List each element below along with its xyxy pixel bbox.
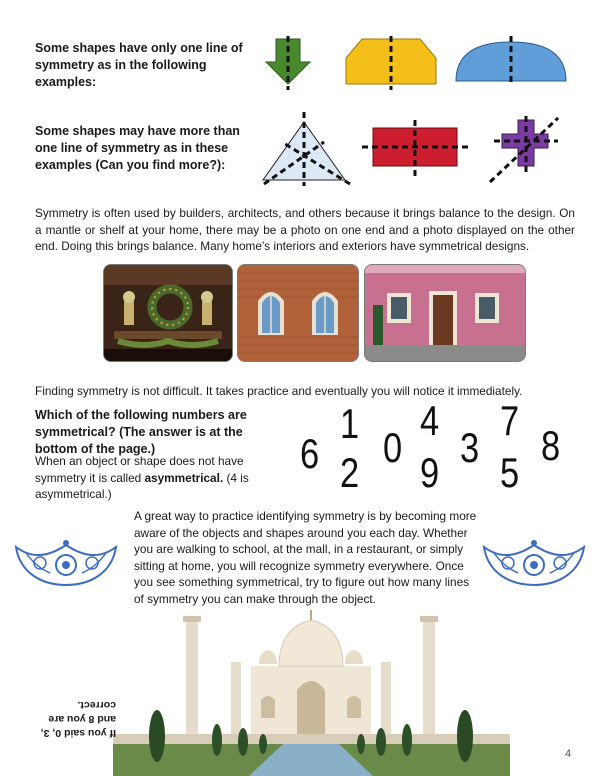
mantle-photo: [103, 264, 233, 362]
builders-paragraph: Symmetry is often used by builders, architects, and others because it brings balance to the design. On a mantle or shelf at your home, there may be a photo on one end and a photo displayed on the other end. Doing this brings balance. Many home’s interiors and exteriors have symmetrical designs.: [35, 206, 575, 253]
multi-line-shapes: [262, 112, 576, 190]
answer-upside-down: If you said 0, 3, and 8 you are correct.: [40, 699, 116, 739]
one-line-symmetry-text: Some shapes have only one line of symmetry as in the following examples:: [35, 41, 243, 89]
digit-9: 9: [420, 449, 440, 496]
brick-windows-photo: [237, 264, 359, 362]
digit-2: 2: [340, 449, 360, 496]
multi-line-symmetry-text: Some shapes may have more than one line of symmetry as in these examples (Can you find more?):: [35, 124, 240, 172]
digit-5: 5: [500, 449, 520, 496]
digit-1: 1: [340, 400, 360, 447]
practice-tip-paragraph: A great way to practice identifying symmetry is by becoming more aware of the objects and shapes around you each day. Whether you are walking to school, at the mall, in a restaurant, or simply sitting at home, you will recognize symmetry everywhere. Once you see something symmetrical, try to figure out how many lines of symmetry you can make through the object.: [134, 509, 477, 606]
practice-paragraph: Finding symmetry is not difficult. It takes practice and eventually you will notice it immediately.: [35, 384, 523, 398]
right-ornament: [480, 537, 588, 587]
triangle-shape: [263, 122, 345, 180]
digit-4: 4: [420, 397, 440, 444]
asymmetrical-note: When an object or shape does not have symmetry it is called asymmetrical. (4 is asymmetrical.): [35, 454, 249, 501]
taj-mahal-photo: [113, 606, 510, 776]
page-number: 4: [565, 748, 572, 760]
digit-7: 7: [500, 397, 520, 444]
pink-house-photo: [364, 264, 526, 362]
asymmetrical-term: asymmetrical.: [144, 470, 224, 485]
digit-0: 0: [383, 424, 403, 471]
digit-8: 8: [541, 422, 561, 469]
one-line-shapes: [262, 36, 576, 92]
digit-6: 6: [300, 430, 320, 477]
digit-3: 3: [460, 424, 480, 471]
question-text: Which of the following numbers are symmetrical? (The answer is at the bottom of the page.): [35, 408, 247, 456]
left-ornament: [12, 537, 120, 587]
